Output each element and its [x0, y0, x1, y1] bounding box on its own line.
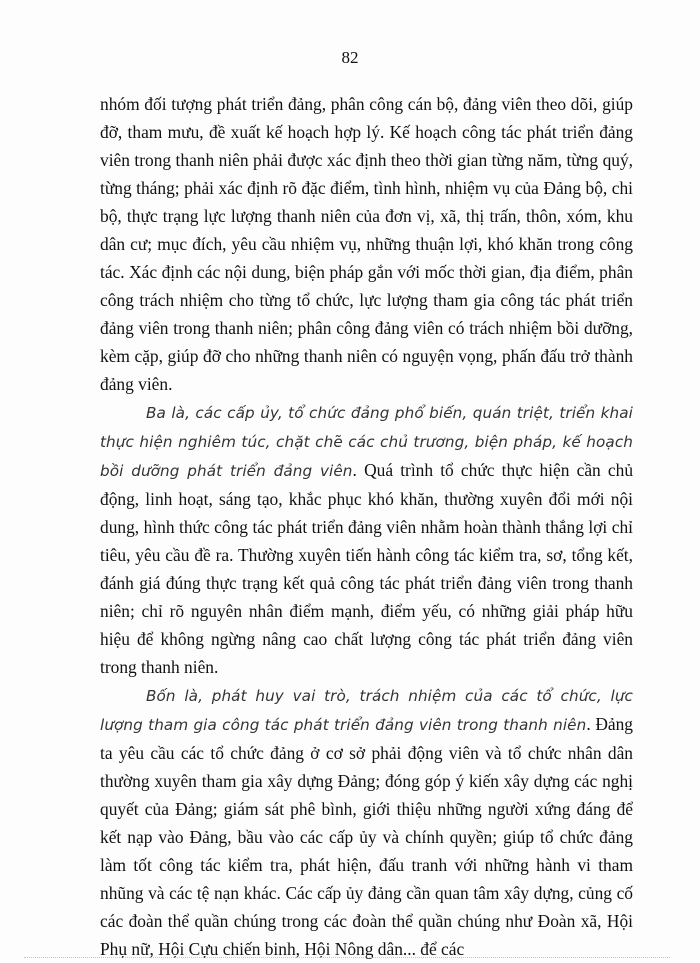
- page-boundary-rule: [24, 957, 670, 958]
- paragraph-heading-italic: Bốn là, phát huy vai trò, trách nhiệm của các tổ chức, lực lượng tham gia công tác phát triển đảng viên trong thanh niên: [100, 687, 633, 734]
- page-number: 82: [341, 48, 359, 67]
- paragraph-bon-la: [100, 681, 633, 963]
- paragraph-text: nhóm đối tượng phát triển đảng, phân công cán bộ, đảng viên theo dõi, giúp đỡ, tham mưu, đề xuất kế hoạch hợp lý. Kế hoạch công tác phát triển đảng viên trong thanh niên phải được xác định theo thời gian từng năm, từng quý, từng tháng; phải xác định rõ đặc điểm, tình hình, nhiệm vụ của Đảng bộ, chi bộ, thực trạng lực lượng thanh niên của đơn vị, xã, thị trấn, thôn, xóm, khu dân cư; mục đích, yêu cầu nhiệm vụ, những thuận lợi, khó khăn trong công tác. Xác định các nội dung, biện pháp gắn với mốc thời gian, địa điểm, phân công trách nhiệm cho từng tổ chức, lực lượng tham gia công tác phát triển đảng viên trong thanh niên; phân công đảng viên có trách nhiệm bồi dưỡng, kèm cặp, giúp đỡ cho những thanh niên có nguyện vọng, phấn đấu trở thành đảng viên.: [100, 94, 633, 394]
- paragraph-ba-la: [100, 398, 633, 681]
- paragraph-text: . Quá trình tổ chức thực hiện cần chủ động, linh hoạt, sáng tạo, khắc phục khó khăn, thường xuyên đổi mới nội dung, hình thức công tác phát triển đảng viên nhằm hoàn thành thắng lợi chỉ tiêu, yêu cầu đề ra. Thường xuyên tiến hành công tác kiểm tra, sơ, tổng kết, đánh giá đúng thực trạng kết quả công tác phát triển đảng viên trong thanh niên; chỉ rõ nguyên nhân điểm mạnh, điểm yếu, có những giải pháp hữu hiệu để không ngừng nâng cao chất lượng công tác phát triển đảng viên trong thanh niên.: [100, 460, 634, 677]
- document-body: [100, 90, 633, 963]
- paragraph-text: . Đảng ta yêu cầu các tổ chức đảng ở cơ sở phải động viên và tổ chức nhân dân thường xuyên tham gia xây dựng Đảng; đóng góp ý kiến xây dựng các nghị quyết của Đảng; giám sát phê bình, giới thiệu những người xứng đáng để kết nạp vào Đảng, bầu vào các cấp ủy và chính quyền; giúp tổ chức đảng làm tốt công tác kiểm tra, phát hiện, đấu tranh với những hành vi tham nhũng và các tệ nạn khác. Các cấp ủy đảng cần quan tâm xây dựng, củng cố các đoàn thể quần chúng trong các đoàn thể quần chúng như Đoàn xã, Hội Phụ nữ, Hội Cựu chiến binh, Hội Nông dân... để các: [100, 714, 633, 959]
- paragraph-continuation: [100, 90, 633, 398]
- paragraph-heading-italic: Ba là, các cấp ủy, tổ chức đảng phổ biến, quán triệt, triển khai thực hiện nghiêm túc, chặt chẽ các chủ trương, biện pháp, kế hoạch bồi dưỡng phát triển đảng viên: [100, 404, 633, 480]
